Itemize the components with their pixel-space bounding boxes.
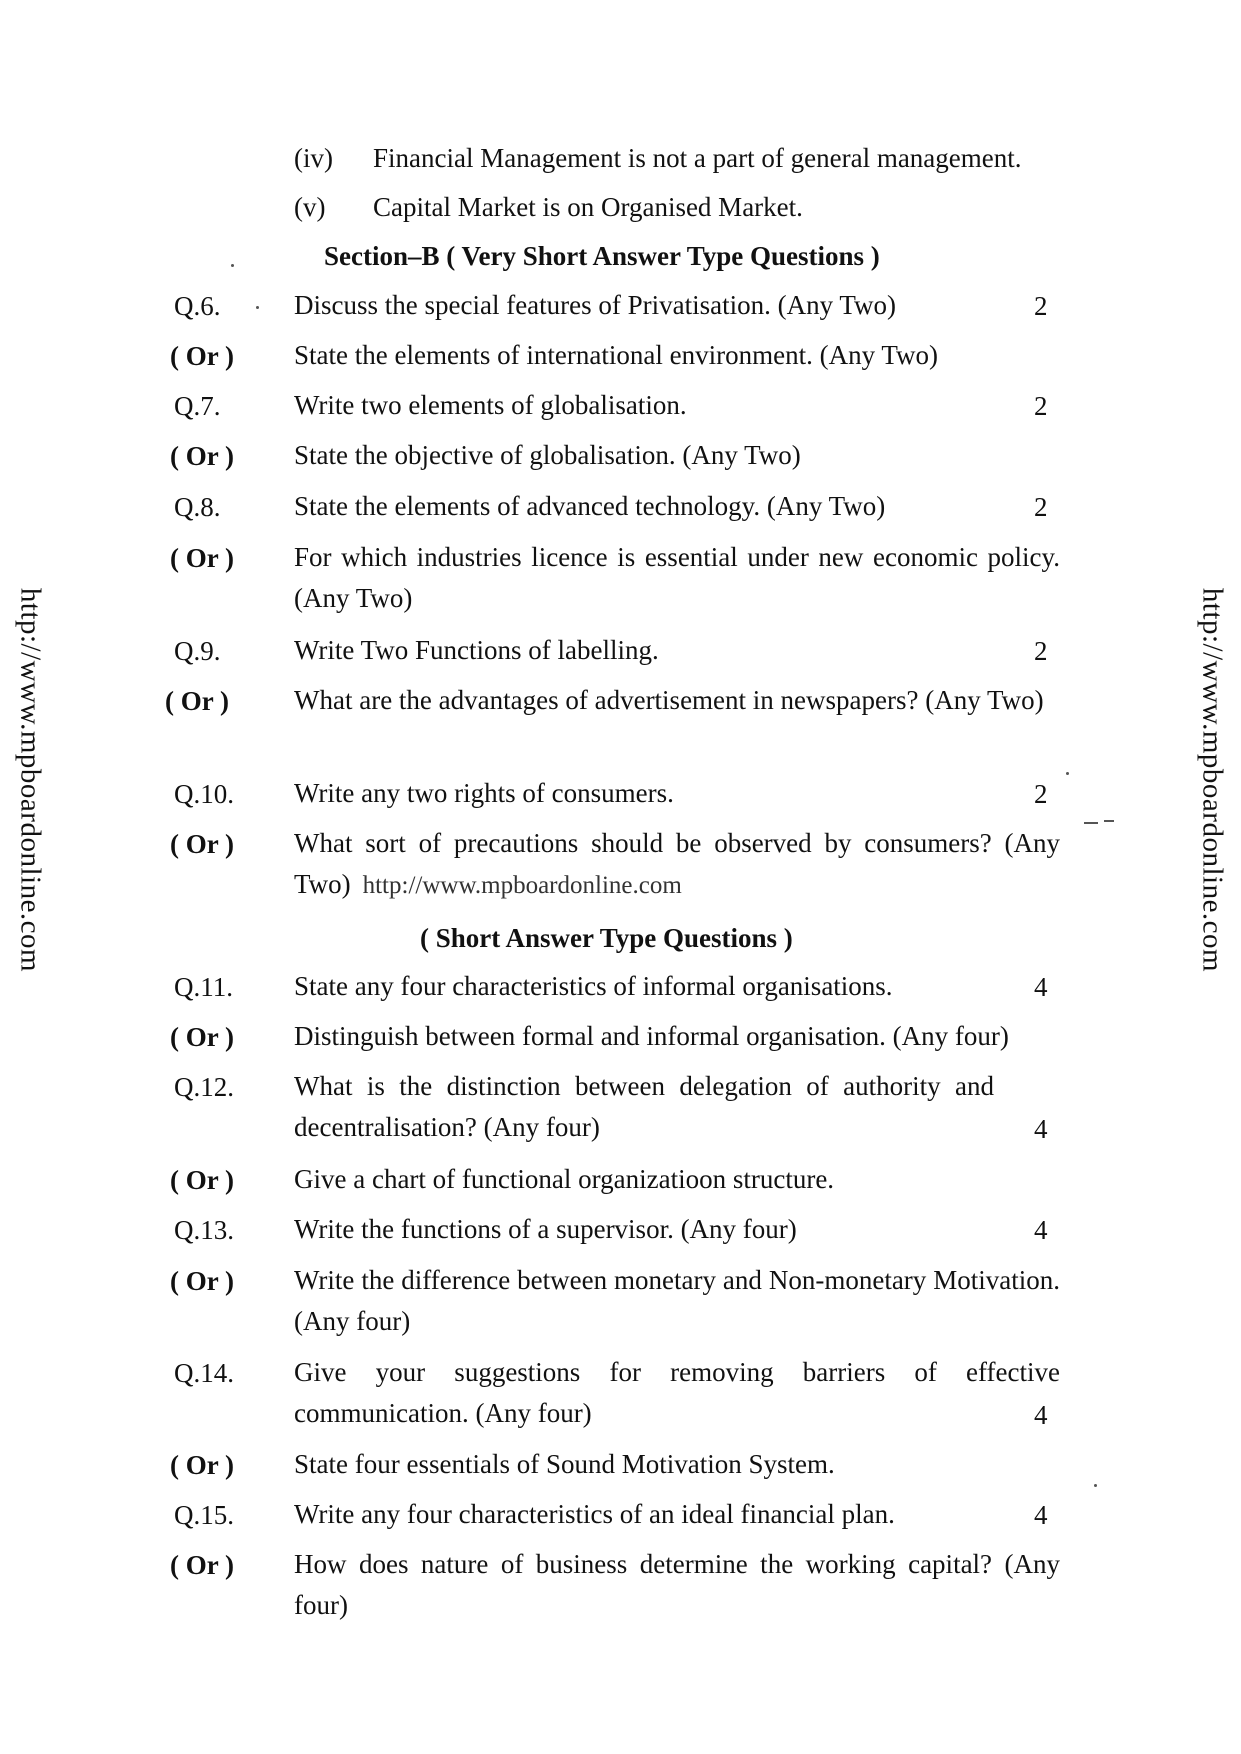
question-text: State any four characteristics of informal organisations.: [294, 971, 893, 1001]
question-number: Q.15.: [174, 1500, 234, 1530]
question-text: Write any four characteristics of an ideal financial plan.: [294, 1499, 895, 1529]
or-question-text: What are the advantages of advertisement in newspapers? (Any Two): [294, 685, 1044, 715]
question-number: Q.13.: [174, 1215, 234, 1245]
question-marks: 2: [1034, 636, 1048, 666]
short-answer-heading: ( Short Answer Type Questions ): [420, 923, 793, 953]
or-label: ( Or ): [170, 341, 234, 371]
question-text: What is the distinction between delegation of authority and decentralisation? (Any four): [294, 1071, 994, 1142]
question-marks: 2: [1034, 779, 1048, 809]
item-iv-number: (iv): [294, 143, 333, 173]
or-question-text: State the elements of international environment. (Any Two): [294, 340, 938, 370]
scan-speck: [231, 264, 234, 267]
inline-url: http://www.mpboardonline.com: [362, 872, 682, 899]
or-label: ( Or ): [170, 543, 234, 573]
question-number: Q.6.: [174, 291, 221, 321]
question-number: Q.14.: [174, 1358, 234, 1388]
or-label: ( Or ): [170, 1550, 234, 1580]
question-text: Discuss the special features of Privatisation. (Any Two): [294, 290, 896, 320]
or-question-text: [294, 823, 1060, 906]
scan-speck: [1066, 772, 1069, 775]
question-text: Give your suggestions for removing barriers of effective communication. (Any four): [294, 1357, 1060, 1428]
item-iv-text: Financial Management is not a part of general management.: [373, 143, 1022, 173]
or-label: ( Or ): [170, 1450, 234, 1480]
or-question-text: State the objective of globalisation. (Any Two): [294, 440, 801, 470]
question-text: Write the functions of a supervisor. (Any four): [294, 1214, 797, 1244]
or-question-text: For which industries licence is essential under new economic policy. (Any Two): [294, 542, 1060, 613]
or-question-text: How does nature of business determine the working capital? (Any four): [294, 1549, 1060, 1620]
question-number: Q.9.: [174, 636, 221, 666]
section-b-heading: Section–B ( Very Short Answer Type Questions ): [324, 241, 880, 271]
or-label: ( Or ): [170, 441, 234, 471]
or-question-text: Distinguish between formal and informal organisation. (Any four): [294, 1021, 1009, 1051]
question-number: Q.10.: [174, 779, 234, 809]
or-label: ( Or ): [165, 686, 229, 716]
question-text: Write any two rights of consumers.: [294, 778, 674, 808]
question-marks: 4: [1034, 1114, 1048, 1144]
or-question-text: Write the difference between monetary and Non-monetary Motivation. (Any four): [294, 1265, 1060, 1336]
side-watermark-right: http://www.mpboardonline.com: [1196, 587, 1229, 973]
scan-speck: [1094, 1484, 1097, 1487]
scan-speck: [256, 306, 259, 309]
question-number: Q.8.: [174, 492, 221, 522]
question-text: Write two elements of globalisation.: [294, 390, 687, 420]
question-number: Q.11.: [174, 972, 233, 1002]
scan-speck: [1104, 820, 1114, 822]
or-label: ( Or ): [170, 829, 234, 859]
or-label: ( Or ): [170, 1165, 234, 1195]
question-marks: 4: [1034, 972, 1048, 1002]
or-question-text: Give a chart of functional organizatioon structure.: [294, 1164, 835, 1194]
or-question-text: State four essentials of Sound Motivation System.: [294, 1449, 835, 1479]
question-number: Q.7.: [174, 391, 221, 421]
question-text: Write Two Functions of labelling.: [294, 635, 659, 665]
item-v-number: (v): [294, 192, 326, 222]
question-marks: 2: [1034, 492, 1048, 522]
question-number: Q.12.: [174, 1072, 234, 1102]
side-watermark-left: http://www.mpboardonline.com: [14, 587, 47, 973]
question-text: State the elements of advanced technology. (Any Two): [294, 491, 886, 521]
question-marks: 2: [1034, 391, 1048, 421]
or-label: ( Or ): [170, 1022, 234, 1052]
question-marks: 4: [1034, 1215, 1048, 1245]
or-question-body: What sort of precautions should be observed by consumers? (Any Two): [294, 828, 1060, 899]
question-marks: 4: [1034, 1400, 1048, 1430]
item-v-text: Capital Market is on Organised Market.: [373, 192, 803, 222]
or-label: ( Or ): [170, 1266, 234, 1296]
scan-speck: [1084, 822, 1098, 824]
question-marks: 2: [1034, 291, 1048, 321]
question-marks: 4: [1034, 1500, 1048, 1530]
